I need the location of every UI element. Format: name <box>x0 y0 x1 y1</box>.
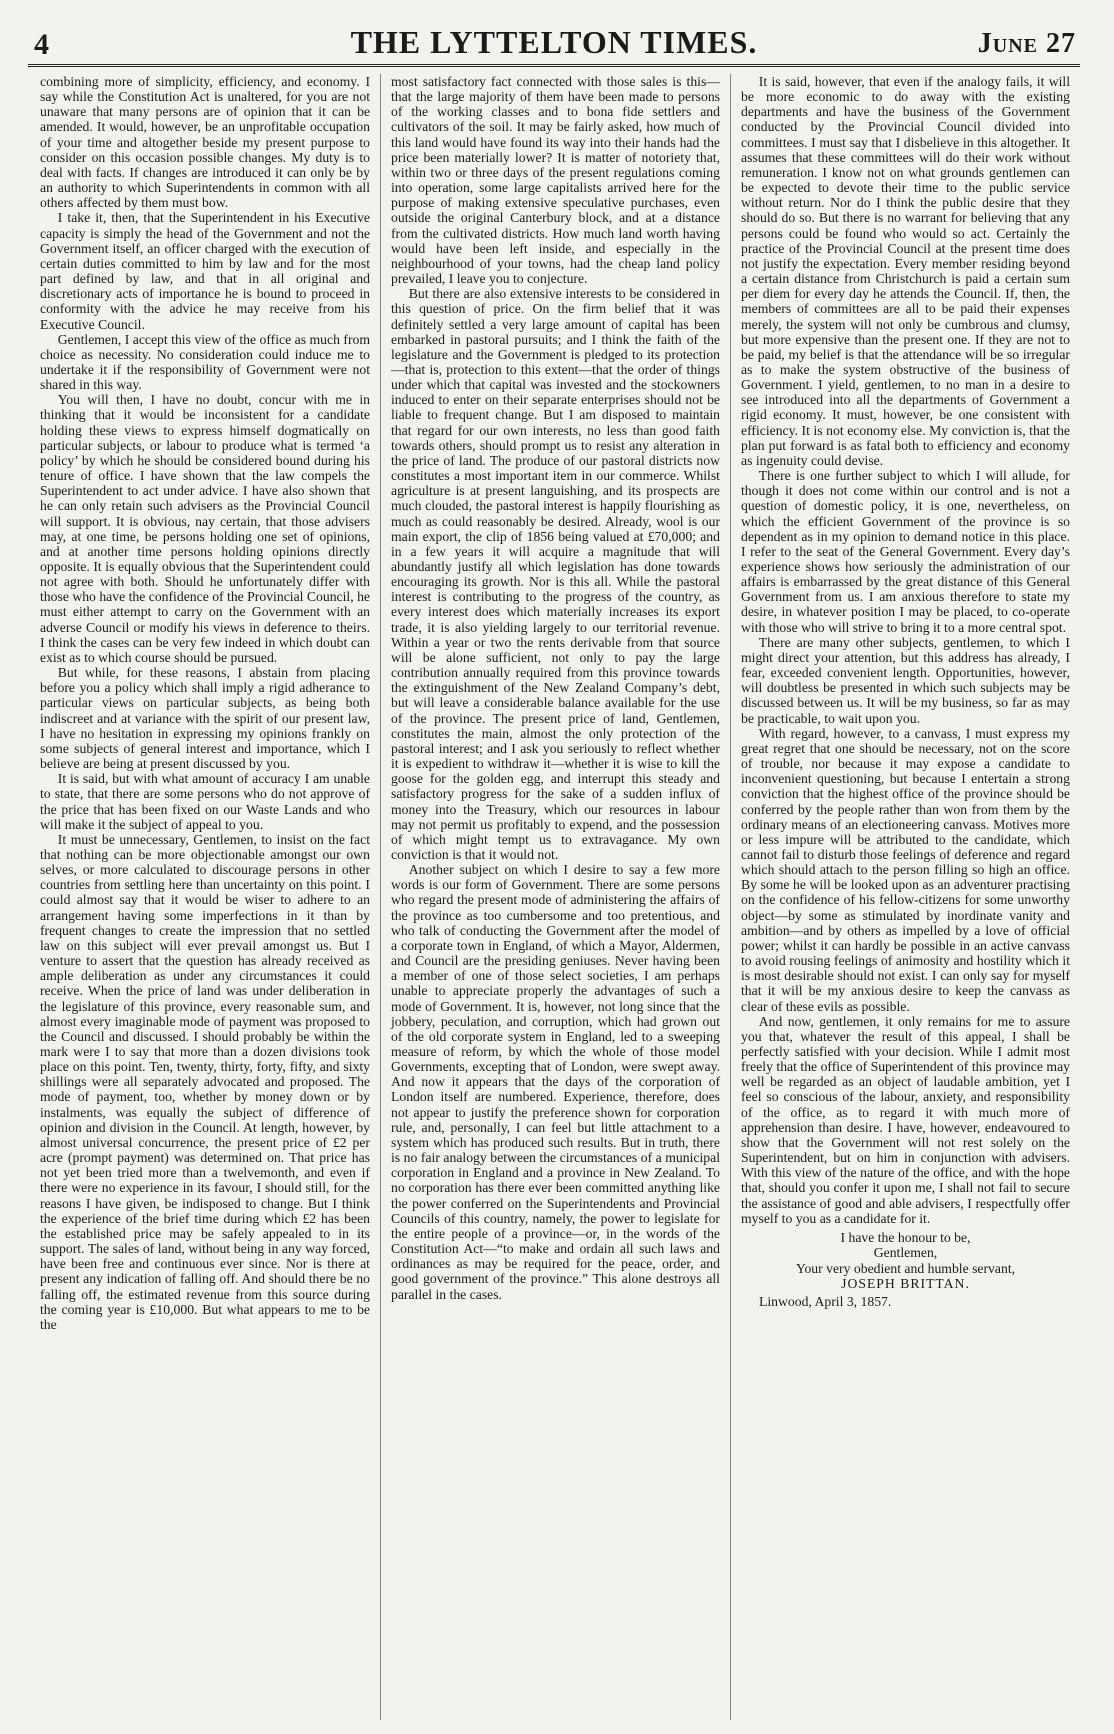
paragraph: I take it, then, that the Superintendent in his Executive capacity is simply the head of the Government and not the Government itself, an officer charged with the execution of certain duties committed to him by law and for the most part defined by law, and that in all original and discretionary acts of importance he is bound to proceed in conformity with the advice he may receive from his Executive Council. <box>40 210 370 332</box>
issue-date: June 27 <box>977 28 1076 59</box>
paragraph: But there are also extensive interests to be considered in this question of price. On the firm belief that it was definitely settled a very large amount of capital has been embarked in pastoral pursuits; and I think the faith of the legislature and the Government is pledged to its protection—that is, protection to this extent—that the order of things under which that capital was invested and the stockowners induced to enter on their separate enterprises should not be liable to frequent change. But I am disposed to maintain that regard for our own interests, no less than good faith towards others, should prompt us to resist any alteration in the price of land. The produce of our pastoral districts now constitutes a most important item in our commerce. Whilst agriculture is at present languishing, and its prospects are much clouded, the pastoral interest is happily flourishing as much as could reasonably be desired. Already, wool is our main export, the clip of 1856 being valued at £70,000; and in a few years it will acquire a magnitude that will abundantly justify all which legislation has done towards encouraging its growth. Nor is this all. While the pastoral interest is contributing to the progress of the country, as every interest does which materially increases its export trade, it is also yielding largely to our territorial revenue. Within a year or two the rents derivable from that source will be alone sufficient, not only to pay the large contribution annually required from this province towards the extinguishment of the New Zealand Company’s debt, but will leave a considerable balance available for the use of the province. The present price of land, Gentlemen, constitutes the main, almost the only protection of the pastoral interest; and I ask you seriously to reflect whether it is expedient to withdraw it—whether it is wise to kill the goose for the golden egg, and interrupt this steady and satisfactory progress for the sake of a sudden influx of money into the Treasury, which our resources in labour may not permit us profitably to expend, and the possession of which might tempt us to extravagance. My own conviction is that it would not. <box>391 286 720 862</box>
signoff-line: I have the honour to be, <box>840 1229 971 1245</box>
masthead <box>28 20 1080 67</box>
paragraph: It is said, however, that even if the analogy fails, it will be more economic to do away with the existing departments and have the business of the Government conducted by the Provincial Council divided into committees. I must say that I disbelieve in this altogether. It assumes that these committees will do their work without remuneration. I know not on what grounds gentlemen can be expected to devote their time to the public service without return. Nor do I think the public desire that they should do so. But there is no warrant for believing that any persons could be found who would so act. Certainly the practice of the Provincial Council at the present time does not justify the expectation. Every member residing beyond a certain distance from Christchurch is paid a certain sum per diem for every day he attends the Council. If, then, the members of committees are all to be paid their expenses merely, the system will not only be cumbrous and clumsy, but more expensive than the present one. If they are not to be paid, my belief is that the attendance will be so irregular as to make the system obstructive of the business of Government. I yield, gentlemen, to no man in a desire to see introduced into all the departments of Government a rigid economy. It must, however, be one consistent with efficiency. It is not economy else. My conviction is, that the plan put forward is as fatal both to efficiency and economy as ingenuity could devise. <box>741 74 1070 468</box>
column-2 <box>380 74 730 1720</box>
newspaper-title: THE LYTTELTON TIMES. <box>350 24 758 60</box>
paragraph: And now, gentlemen, it only remains for me to assure you that, whatever the result of this appeal, I shall be perfectly satisfied with your decision. While I admit most freely that the office of Superintendent of this province may well be regarded as an object of laudable ambition, yet I feel so conscious of the labour, anxiety, and responsibility of the office, as to regard it with much more of apprehension than desire. I have, however, endeavoured to show that the Government will not rest solely on the Superintendent, but on him in conjunction with advisers. With this view of the nature of the office, and with the hope that, should you confer it upon me, I shall not fail to secure the assistance of good and able advisers, I respectfully offer myself to you as a candidate for it. <box>741 1013 1070 1226</box>
signatory-name: JOSEPH BRITTAN. <box>841 1276 970 1292</box>
paragraph: You will then, I have no doubt, concur with me in thinking that it would be inconsistent for a candidate holding these views to express himself dogmatically on particular subjects, or labour to produce what is termed ‘a policy’ by which he should be considered bound during his tenure of office. I have shown that the law compels the Superintendent to act under advice. I have also shown that he can only retain such advisers as the Provincial Council will support. It is obvious, nay certain, that those advisers may, at one time, be persons holding one set of opinions, and at another time persons holding opinions directly opposite. It is equally obvious that the Superintendent could not agree with both. Should he unfortunately differ with those who have the confidence of the Provincial Council, he must either attempt to carry on the Government with an adverse Council or modify his views in deference to theirs. I think the cases can be very few indeed in which doubt can exist as to which course should be pursued. <box>40 392 370 665</box>
paragraph: But while, for these reasons, I abstain from placing before you a policy which shall imply a rigid adherance to particular views on particular subjects, as being both indiscreet and at variance with the spirit of our present law, I have no hesitation in expressing my opinions frankly on some subjects of general interest and importance, which I believe are being at present discussed by you. <box>40 665 370 772</box>
letter-signoff <box>741 1230 1070 1310</box>
paragraph: There are many other subjects, gentlemen, to which I might direct your attention, but this address has already, I fear, exceeded convenient length. Opportunities, however, will doubtless be presented in which such subjects may be discussed between us. It will be my business, so far as may be practicable, to wait upon you. <box>741 634 1070 726</box>
paragraph: There is one further subject to which I will allude, for though it does not come within our control and is not a question of domestic policy, it is one, nevertheless, on which the efficient Government of the province is so dependent as in my opinion to demand notice in this place. I refer to the seat of the General Government. Every day’s experience shows how seriously the administration of our affairs is embarrassed by the great distance of this General Government from us. I am anxious therefore to state my desire, in whatever position I may be placed, to co-operate with those who will strive to bring it to a more central spot. <box>741 468 1070 635</box>
signoff-line: Gentlemen, <box>873 1245 938 1261</box>
signoff-line: Your very obedient and humble servant, <box>795 1260 1016 1276</box>
paragraph: combining more of simplicity, efficiency, and economy. I say while the Constitution Act is unaltered, for you are not unaware that many persons are of opinion that it can be amended. It would, however, be an unprofitable occupation of your time and altogether beside my present purpose to consider on this occasion possible changes. My duty is to deal with facts. If changes are introduced it can only be by an authority to which Superintendents in common with all others affected by them must bow. <box>40 74 370 211</box>
dateline: Linwood, April 3, 1857. <box>759 1293 892 1309</box>
paragraph: With regard, however, to a canvass, I must express my great regret that one should be necessary, not on the score of trouble, nor because it may expose a candidate to inconvenient questioning, but because I entertain a strong conviction that the highest office of the province should be conferred by the people rather than won from them by the ordinary means of an electioneering canvass. Motives more or less impure will be attributed to the candidate, which cannot fail to disturb those feelings of deference and regard which should attach to the person filling so high an office. By some he will be looked upon as an adventurer practising on the confidence of his fellow-citizens for some unworthy object—by some as stimulated by inordinate vanity and ambition—and by others as impelled by a love of official power; whilst it can hardly be possible in an active canvass to avoid rousing feelings of animosity and hostility which it is most desirable should not exist. I can only say for myself that it will be my anxious desire to keep the canvass as clear of these evils as possible. <box>741 725 1070 1014</box>
paragraph: Gentlemen, I accept this view of the office as much from choice as necessity. No consideration could induce me to undertake it if the responsibility of Government were not shared in this way. <box>40 331 370 393</box>
page-number: 4 <box>34 28 49 61</box>
article-columns <box>30 74 1080 1720</box>
paragraph: Another subject on which I desire to say a few more words is our form of Government. There are some persons who regard the present mode of administering the affairs of the province as too cumbersome and too pretentious, and who talk of conducting the Government after the model of a corporate town in England, of which a Mayor, Aldermen, and Council are the presiding geniuses. Never having been a member of one of those select societies, I am perhaps unable to appreciate properly the advantages of such a mode of Government. It is, however, not long since that the jobbery, peculation, and corruption, which had grown out of the old corporate system in England, led to a sweeping measure of reform, by which the whole of those model Governments, excepting that of London, were swept away. And now it appears that the days of the corporation of London itself are numbered. Experience, therefore, does not appear to justify the preference shown for corporation rule, and, personally, I can feel but little attachment to a system which has produced such results. But in truth, there is no fair analogy between the circumstances of a municipal corporation in England and a province in New Zealand. To no corporation has there ever been committed anything like the power conferred on the Superintendents and Provincial Councils of this country, namely, the power to legislate for the entire people of a province—or, in the words of the Constitution Act—“to make and ordain all such laws and ordinances as may be required for the peace, order, and good government of the province.” This alone destroys all parallel in the cases. <box>391 862 720 1302</box>
column-1 <box>30 74 380 1720</box>
paragraph: It is said, but with what amount of accuracy I am unable to state, that there are some persons who do not approve of the price that has been fixed on our Waste Lands and who will make it the subject of appeal to you. <box>40 771 370 832</box>
paragraph: It must be unnecessary, Gentlemen, to insist on the fact that nothing can be more objectionable amongst our own selves, or more calculated to discourage persons in other countries from settling here than uncertainty on this point. I could almost say that it would be wiser to adhere to an arrangement having some imperfections in it than by frequent changes to create the impression that no settled law on this subject will ever prevail amongst us. But I venture to assert that the question has already received as ample deliberation as under any circumstances it could receive. When the price of land was under deliberation in the legislature of this province, every reasonable sum, and almost every imaginable mode of payment was proposed to the Council and discussed. I should probably be within the mark were I to say that more than a dozen divisions took place on this point. Ten, twenty, thirty, forty, fifty, and sixty shillings were all separately advocated and proposed. The mode of payment, too, whether by money down or by instalments, was equally the subject of difference of opinion and division in the Council. At length, however, by almost universal concurrence, the present price of £2 per acre (prompt payment) was determined on. That price has not yet been tried more than a twelvemonth, and even if there were no experience in its favour, I should still, for the reasons I have given, be indisposed to change. But I think the experience of the brief time during which £2 has been the established price may be safely appealed to in its support. The sales of land, without being in any way forced, have been free and continuous ever since. Nor is there at present any indication of falling off. And should there be no falling off, the estimated revenue from this source during the coming year is £10,000. But what appears to me to be the <box>40 831 370 1332</box>
paragraph: most satisfactory fact connected with those sales is this—that the large majority of them have been made to persons of the working classes and to bona fide settlers and cultivators of the soil. It may be fairly asked, how much of this land would have found its way into their hands had the price been materially lower? It is matter of notoriety that, within two or three days of the present regulations coming into operation, some large capitalists arrived here for the purpose of making extensive speculative purchases, even outside the original Canterbury block, and at a distance from the cultivated districts. How much land worth having would have been left inside, and especially in the neighbourhood of your towns, had the cheap land policy prevailed, I leave you to conjecture. <box>391 74 720 287</box>
column-3 <box>730 74 1080 1720</box>
